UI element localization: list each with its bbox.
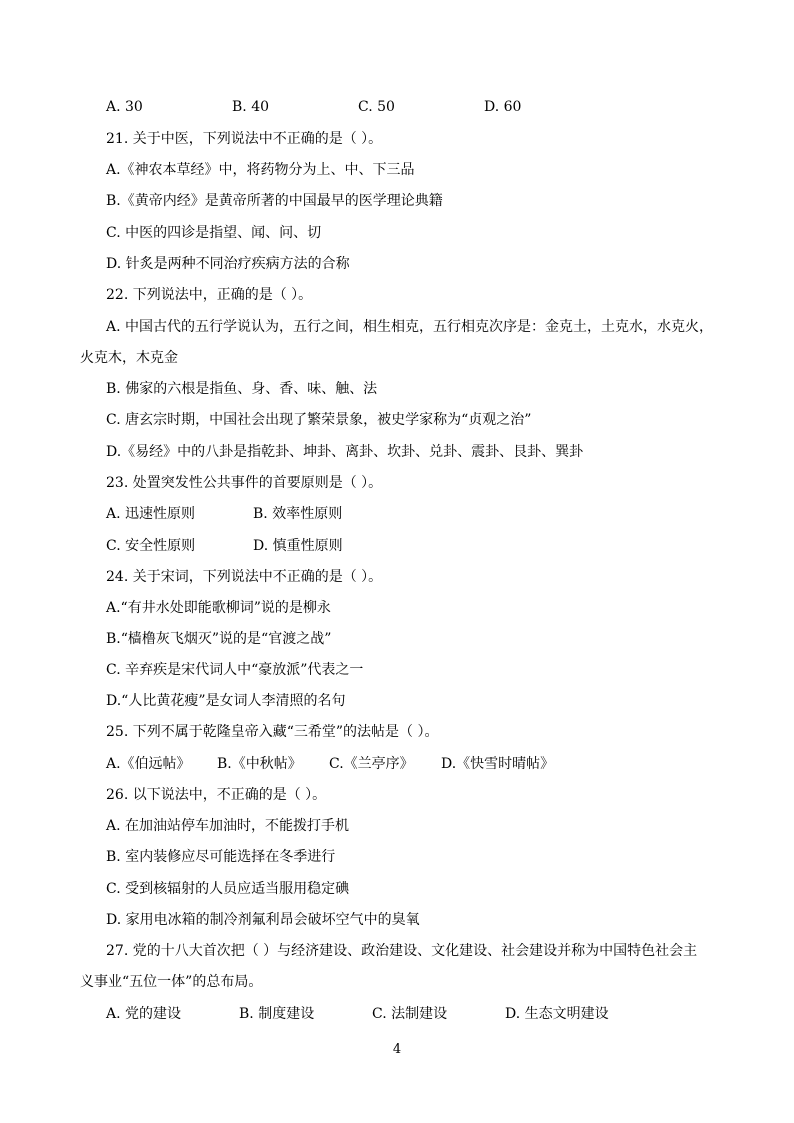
option-24-d: D.“人比黄花瘦”是女词人李清照的名句 <box>106 693 346 709</box>
option-22-d: D.《易经》中的八卦是指乾卦、坤卦、离卦、坎卦、兑卦、震卦、艮卦、巽卦 <box>106 444 584 460</box>
option-25-b: B.《中秋帖》 <box>217 756 302 772</box>
options-row-23-ab <box>106 505 342 523</box>
option-22-a: A. 中国古代的五行学说认为，五行之间，相生相克，五行相克次序是：金克土，土克水，水克火， <box>106 319 714 335</box>
option-24-a: A.“有井水处即能歌柳词”说的是柳永 <box>106 600 331 616</box>
options-row-27 <box>106 1005 609 1023</box>
question-24: 24. 关于宋词，下列说法中不正确的是（ ）。 <box>106 569 383 585</box>
option-21-b: B.《黄帝内经》是黄帝所著的中国最早的医学理论典籍 <box>106 193 443 209</box>
option-27-a: A. 党的建设 <box>106 1006 182 1022</box>
option-24-c: C. 辛弃疾是宋代词人中“豪放派”代表之一 <box>106 662 364 678</box>
option-23-a: A. 迅速性原则 <box>106 506 196 522</box>
option-24-b: B.“樯橹灰飞烟灭”说的是“官渡之战” <box>106 631 332 647</box>
question-23: 23. 处置突发性公共事件的首要原则是（ ）。 <box>106 475 383 491</box>
option-21-c: C. 中医的四诊是指望、闻、问、切 <box>106 225 322 241</box>
question-25: 25. 下列不属于乾隆皇帝入藏“三希堂”的法帖是（ ）。 <box>106 724 439 740</box>
option-21-d: D. 针炙是两种不同治疗疾病方法的合称 <box>106 256 350 272</box>
option-25-c: C.《兰亭序》 <box>329 756 414 772</box>
option-27-d: D. 生态文明建设 <box>505 1006 609 1022</box>
option-25-d: D.《快雪时晴帖》 <box>441 756 555 772</box>
option-26-a: A. 在加油站停车加油时，不能拨打手机 <box>106 818 350 834</box>
option-23-d: D. 慎重性原则 <box>253 538 343 554</box>
options-row-25 <box>106 755 554 773</box>
option-21-a: A.《神农本草经》中，将药物分为上、中、下三品 <box>106 162 415 178</box>
question-27-continued: 义事业“五位一体”的总布局。 <box>80 974 263 990</box>
option-23-b: B. 效率性原则 <box>253 506 343 522</box>
question-26: 26. 以下说法中，不正确的是（ ）。 <box>106 787 327 803</box>
option-22-b: B. 佛家的六根是指鱼、身、香、味、触、法 <box>106 381 378 397</box>
option-22-c: C. 唐玄宗时期，中国社会出现了繁荣景象，被史学家称为“贞观之治” <box>106 412 532 428</box>
option-27-c: C. 法制建设 <box>372 1006 448 1022</box>
options-row-20 <box>106 98 521 116</box>
option-26-d: D. 家用电冰箱的制冷剂氟利昂会破坏空气中的臭氧 <box>106 912 420 928</box>
option-22-a-continued: 火克木，木克金 <box>80 350 178 366</box>
question-22: 22. 下列说法中，正确的是（ ）。 <box>106 287 313 303</box>
option-27-b: B. 制度建设 <box>239 1006 315 1022</box>
question-27: 27. 党的十八大首次把（ ）与经济建设、政治建设、文化建设、社会建设并称为中国特色社会主 <box>106 943 698 959</box>
option-26-c: C. 受到核辐射的人员应适当服用稳定碘 <box>106 881 350 897</box>
option-a: A. 30 <box>106 99 143 115</box>
question-21: 21. 关于中医，下列说法中不正确的是（ ）。 <box>106 131 383 147</box>
page-number: 4 <box>392 1042 402 1057</box>
options-row-23-cd <box>106 537 343 555</box>
option-25-a: A.《伯远帖》 <box>106 756 191 772</box>
option-23-c: C. 安全性原则 <box>106 538 196 554</box>
option-b: B. 40 <box>232 99 270 115</box>
option-d: D. 60 <box>484 99 522 115</box>
option-c: C. 50 <box>358 99 395 115</box>
option-26-b: B. 室内装修应尽可能选择在冬季进行 <box>106 849 336 865</box>
